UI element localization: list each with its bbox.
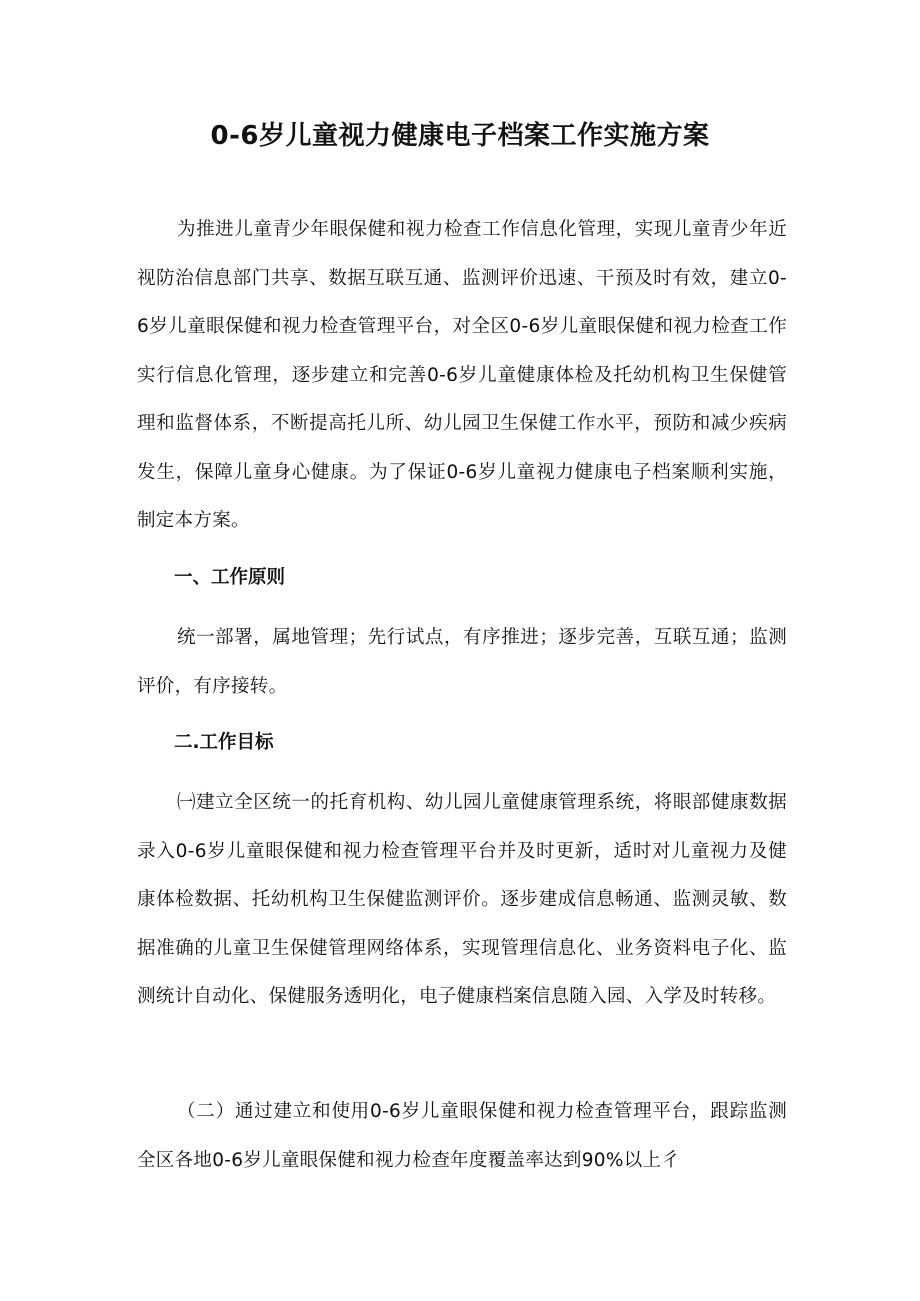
intro-paragraph: 为推进儿童青少年眼保健和视力检查工作信息化管理，实现儿童青少年近视防治信息部门共享、数据互联互通、监测评价迅速、干预及时有效，建立0-6岁儿童眼保健和视力检查管理平台，对全区0-6岁儿童眼保健和视力检查工作实行信息化管理，逐步建立和完善0-6岁儿童健康体检及托幼机构卫生保健管理和监督体系，不断提高托儿所、幼儿园卫生保健工作水平，预防和减少疾病发生，保障儿童身心健康。为了保证0-6岁儿童视力健康电子档案顺利实施，制定本方案。	[137, 219, 787, 531]
goals-item-2: （二）通过建立和使用0-6岁儿童眼保健和视力检查管理平台，跟踪监测全区各地0-6岁儿童眼保健和视力检查年度覆盖率达到90%以上彳	[137, 1101, 787, 1171]
goals-item-1: ㈠建立全区统一的托育机构、幼儿园儿童健康管理系统，将眼部健康数据录入0-6岁儿童眼保健和视力检查管理平台并及时更新，适时对儿童视力及健康体检数据、托幼机构卫生保健监测评价。逐步建成信息畅通、监测灵敏、数据准确的儿童卫生保健管理网络体系，实现管理信息化、业务资料电子化、监测统计自动化、保健服务透明化，电子健康档案信息随入园、入学及时转移。	[137, 792, 787, 1007]
section-heading-principles: 一、工作原则	[174, 567, 286, 588]
principles-paragraph: 统一部署，属地管理；先行试点，有序推进；逐步完善，互联互通；监测评价，有序接转。	[137, 627, 787, 697]
section-heading-goals: 二.工作目标	[174, 732, 274, 753]
document-title: 0-6岁儿童视力健康电子档案工作实施方案	[210, 121, 710, 151]
